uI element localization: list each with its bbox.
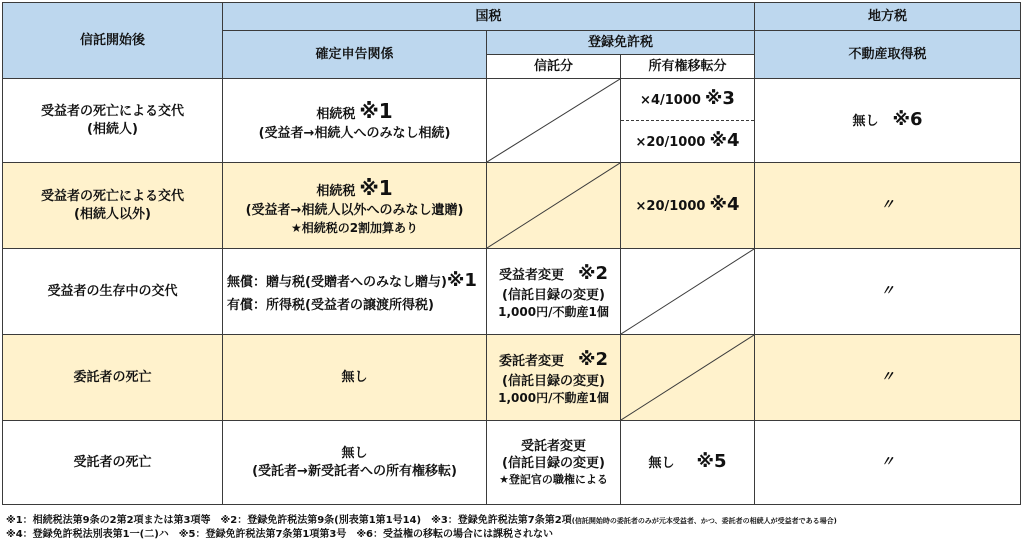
- header-real-estate-acq-tax-label: 不動産取得税: [848, 46, 927, 62]
- row3-trust-note: ※2: [577, 263, 609, 285]
- row3-event: [3, 249, 223, 335]
- row1-local-main: 無し: [852, 114, 879, 130]
- diagonal-slash: [487, 79, 620, 162]
- row4-trust-fee: 1,000円/不動産1個: [498, 391, 609, 406]
- header-registration-tax-label: 登録免許税: [588, 34, 654, 50]
- header-ownership-transfer-label: 所有権移転分: [648, 58, 727, 74]
- row1-event: [3, 79, 223, 163]
- footnote-line1-small: (信託開始時の委託者のみが元本受益者、かつ、委託者の相続人が受益者である場合): [571, 517, 837, 525]
- header-real-estate-acq-tax: [755, 31, 1021, 79]
- header-final-return: [223, 31, 487, 79]
- row2-trust-portion-empty: [487, 163, 621, 249]
- row2-final-sub2: ★相続税の2割加算あり: [290, 220, 419, 235]
- row2-local: [755, 163, 1021, 249]
- row4-trust-sub: (信託目録の変更): [502, 373, 605, 389]
- row4-trust-portion: [487, 335, 621, 421]
- row4-event-label: 委託者の死亡: [73, 369, 152, 385]
- diagonal-slash: [487, 163, 620, 248]
- row5-transfer: [621, 421, 755, 505]
- row4-local-ditto: 〃: [880, 369, 895, 386]
- row5-transfer-value: 無し: [648, 456, 675, 472]
- row5-transfer-note: ※5: [696, 451, 727, 473]
- row1-transfer-b-note: ※4: [709, 130, 740, 152]
- row1-local: [755, 79, 1021, 163]
- row4-final-return: [223, 335, 487, 421]
- row1-final-sub: (受益者→相続人へのみなし相続): [258, 126, 451, 142]
- row4-trust-note: ※2: [577, 349, 609, 371]
- row5-final-sub: (受託者→新受託者への所有権移転): [252, 463, 457, 479]
- header-trust-portion-label: 信託分: [533, 58, 573, 74]
- footnote-line1: [6, 514, 1018, 528]
- row5-final-main: 無し: [341, 445, 368, 461]
- row2-final-return: [223, 163, 487, 249]
- row3-local-ditto: 〃: [880, 283, 895, 300]
- row5-event: [3, 421, 223, 505]
- header-national-tax-label: 国税: [475, 8, 502, 24]
- row1-transfer-a-value: ×4/1000: [640, 93, 701, 109]
- row4-transfer-empty: [621, 335, 755, 421]
- row1-event-line1: 受益者の死亡による交代: [40, 103, 184, 119]
- header-local-tax-label: 地方税: [868, 8, 908, 24]
- row4-final-label: 無し: [341, 369, 368, 385]
- trust-tax-table: [2, 2, 1021, 505]
- row3-final-return: [223, 249, 487, 335]
- row5-trust-main: 受託者変更: [520, 438, 586, 454]
- row3-trust-fee: 1,000円/不動産1個: [498, 305, 609, 320]
- header-local-tax: [755, 3, 1021, 31]
- row1-final-main: 相続税: [316, 107, 356, 123]
- row3-final-line1: 無償：贈与税(受贈者へのみなし贈与): [227, 274, 447, 290]
- row4-event: [3, 335, 223, 421]
- row2-final-main: 相続税: [316, 184, 356, 200]
- row1-event-line2: (相続人): [87, 121, 138, 137]
- header-ownership-transfer: [621, 55, 755, 79]
- header-registration-tax: [487, 31, 755, 55]
- row3-event-label: 受益者の生存中の交代: [47, 283, 178, 299]
- footnote-line1-main: ※1：相続税法第9条の2第2項または第3項等 ※2：登録免許税法第9条(別表第1第1号14) ※3：登録免許税法第7条第2項: [6, 515, 572, 526]
- row3-transfer-empty: [621, 249, 755, 335]
- row1-local-note: ※6: [892, 109, 923, 131]
- row5-trust-sub: (信託目録の変更): [502, 456, 605, 472]
- row5-event-label: 受託者の死亡: [73, 454, 152, 470]
- row3-local: [755, 249, 1021, 335]
- row2-transfer-note: ※4: [709, 194, 740, 216]
- diagonal-slash: [621, 249, 754, 334]
- row1-final-return: [223, 79, 487, 163]
- row3-trust-main: 受益者変更: [498, 268, 564, 284]
- row1-transfer-b: [621, 121, 755, 163]
- row2-transfer-value: ×20/1000: [635, 199, 706, 215]
- header-trust-portion: [487, 55, 621, 79]
- row5-trust-fee: ★登記官の職権による: [499, 472, 608, 486]
- row3-final-line2: 有償：所得税(受益者の譲渡所得税): [227, 297, 434, 313]
- row5-trust-portion: [487, 421, 621, 505]
- row4-trust-main: 委託者変更: [498, 354, 564, 370]
- row2-event-line2: (相続人以外): [74, 206, 151, 222]
- header-national-tax: [223, 3, 755, 31]
- row5-local: [755, 421, 1021, 505]
- row1-transfer-a: [621, 79, 755, 121]
- row3-trust-portion: [487, 249, 621, 335]
- row3-trust-sub: (信託目録の変更): [502, 287, 605, 303]
- footnote-line2: ※4：登録免許税法別表第1一(二)ハ ※5：登録免許税法第7条第1項第3号 ※6：受益権の移転の場合には課税されない: [6, 529, 554, 540]
- diagonal-slash: [621, 335, 754, 420]
- row1-trust-portion-empty: [487, 79, 621, 163]
- row5-final-return: [223, 421, 487, 505]
- row2-local-ditto: 〃: [880, 197, 895, 214]
- header-trust-start-after-label: 信託開始後: [79, 32, 145, 48]
- row2-final-note: ※1: [359, 176, 393, 201]
- footnotes: [6, 514, 1018, 541]
- row2-transfer: [621, 163, 755, 249]
- header-trust-start-after: [3, 3, 223, 79]
- row3-final-line1-note: ※1: [446, 269, 477, 291]
- row1-final-note: ※1: [359, 99, 393, 124]
- row2-final-sub: (受益者→相続人以外へのみなし遺贈): [245, 203, 464, 219]
- row1-transfer-b-value: ×20/1000: [635, 135, 706, 151]
- header-final-return-label: 確定申告関係: [315, 46, 394, 62]
- row5-local-ditto: 〃: [880, 454, 895, 471]
- row4-local: [755, 335, 1021, 421]
- row2-event-line1: 受益者の死亡による交代: [40, 188, 184, 204]
- row1-transfer-a-note: ※3: [704, 88, 735, 110]
- row2-event: [3, 163, 223, 249]
